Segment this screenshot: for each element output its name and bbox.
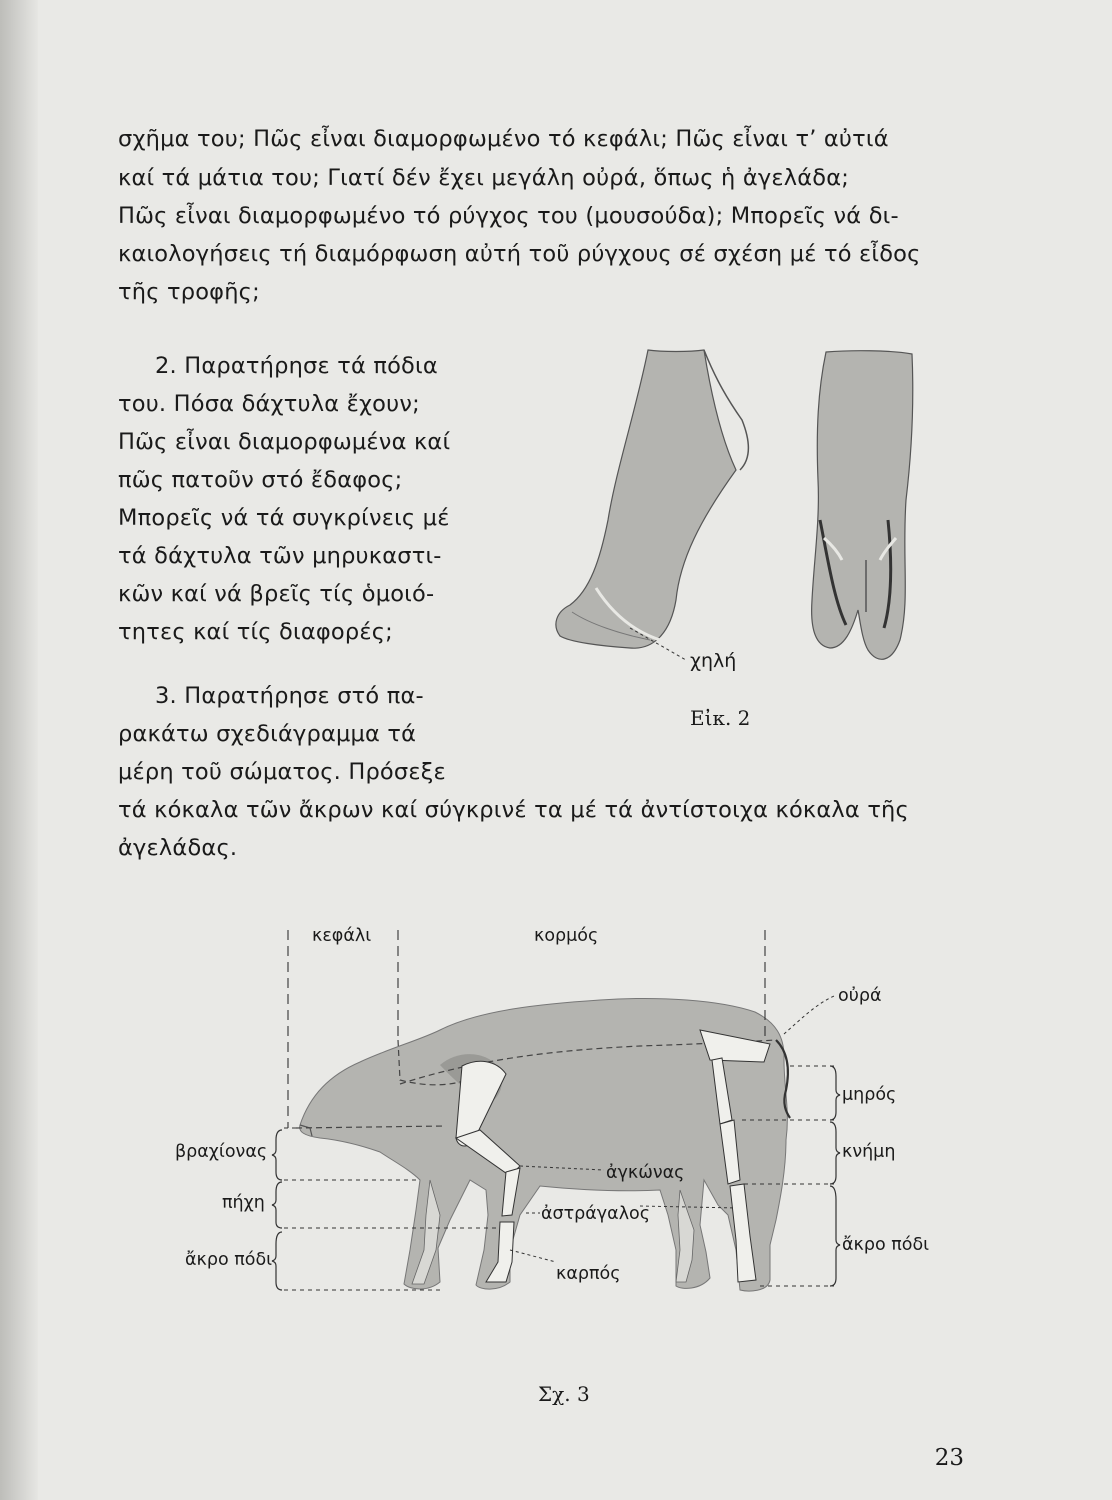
text-line: ρακάτω σχεδιάγραμμα τά: [118, 721, 417, 747]
text-line: σχῆμα του; Πῶς εἶναι διαμορφωμένο τό κεφάλι; Πῶς εἶναι τ’ αὐτιά: [118, 126, 889, 152]
text-line: 2. Παρατήρησε τά πόδια: [155, 353, 438, 379]
label-forearm: πήχη: [222, 1193, 265, 1213]
label-elbow: ἀγκώνας: [606, 1163, 685, 1183]
label-hoof: χηλή: [690, 650, 737, 672]
text-line: ἀγελάδας.: [118, 835, 238, 861]
label-head: κεφάλι: [312, 926, 372, 946]
label-wrist: καρπός: [556, 1264, 621, 1284]
text-line: τά κόκαλα τῶν ἄκρων καί σύγκρινέ τα μέ τά ἀντίστοιχα κόκαλα τῆς: [118, 797, 909, 823]
text-line: Πῶς εἶναι διαμορφωμένο τό ρύγχος του (μουσούδα); Μπορεῖς νά δι-: [118, 203, 899, 229]
text-line: τητες καί τίς διαφορές;: [118, 619, 393, 645]
label-tail: οὐρά: [838, 986, 882, 1006]
text-line: του. Πόσα δάχτυλα ἔχουν;: [118, 391, 420, 417]
text-line: 3. Παρατήρησε στό πα-: [155, 683, 424, 709]
text-line: τῆς τροφῆς;: [118, 279, 260, 305]
figure-3-caption: Σχ. 3: [538, 1382, 590, 1406]
text-line: Πῶς εἶναι διαμορφωμένα καί: [118, 429, 451, 455]
figure-2-caption: Εἰκ. 2: [690, 706, 751, 730]
text-line: Μπορεῖς νά τά συγκρίνεις μέ: [118, 505, 450, 531]
page-number: 23: [934, 1445, 964, 1471]
text-line: κῶν καί νά βρεῖς τίς ὁμοιό-: [118, 581, 435, 607]
label-trunk: κορμός: [534, 926, 599, 946]
label-arm: βραχίονας: [175, 1142, 268, 1162]
label-foot-right: ἄκρο πόδι: [842, 1235, 930, 1255]
label-foot-left: ἄκρο πόδι: [185, 1250, 273, 1270]
text-line: τά δάχτυλα τῶν μηρυκαστι-: [118, 543, 442, 569]
label-thigh: μηρός: [842, 1085, 897, 1105]
text-line: καί τά μάτια του; Γιατί δέν ἔχει μεγάλη οὐρά, ὅπως ἡ ἀγελάδα;: [118, 165, 850, 191]
label-shin: κνήμη: [842, 1142, 896, 1162]
label-ankle: ἀστράγαλος: [541, 1204, 651, 1224]
text-line: μέρη τοῦ σώματος. Πρόσεξε: [118, 759, 446, 785]
text-line: πῶς πατοῦν στό ἔδαφος;: [118, 467, 403, 493]
text-line: καιολογήσεις τή διαμόρφωση αὐτή τοῦ ρύγχους σέ σχέση μέ τό εἶδος: [118, 241, 921, 267]
